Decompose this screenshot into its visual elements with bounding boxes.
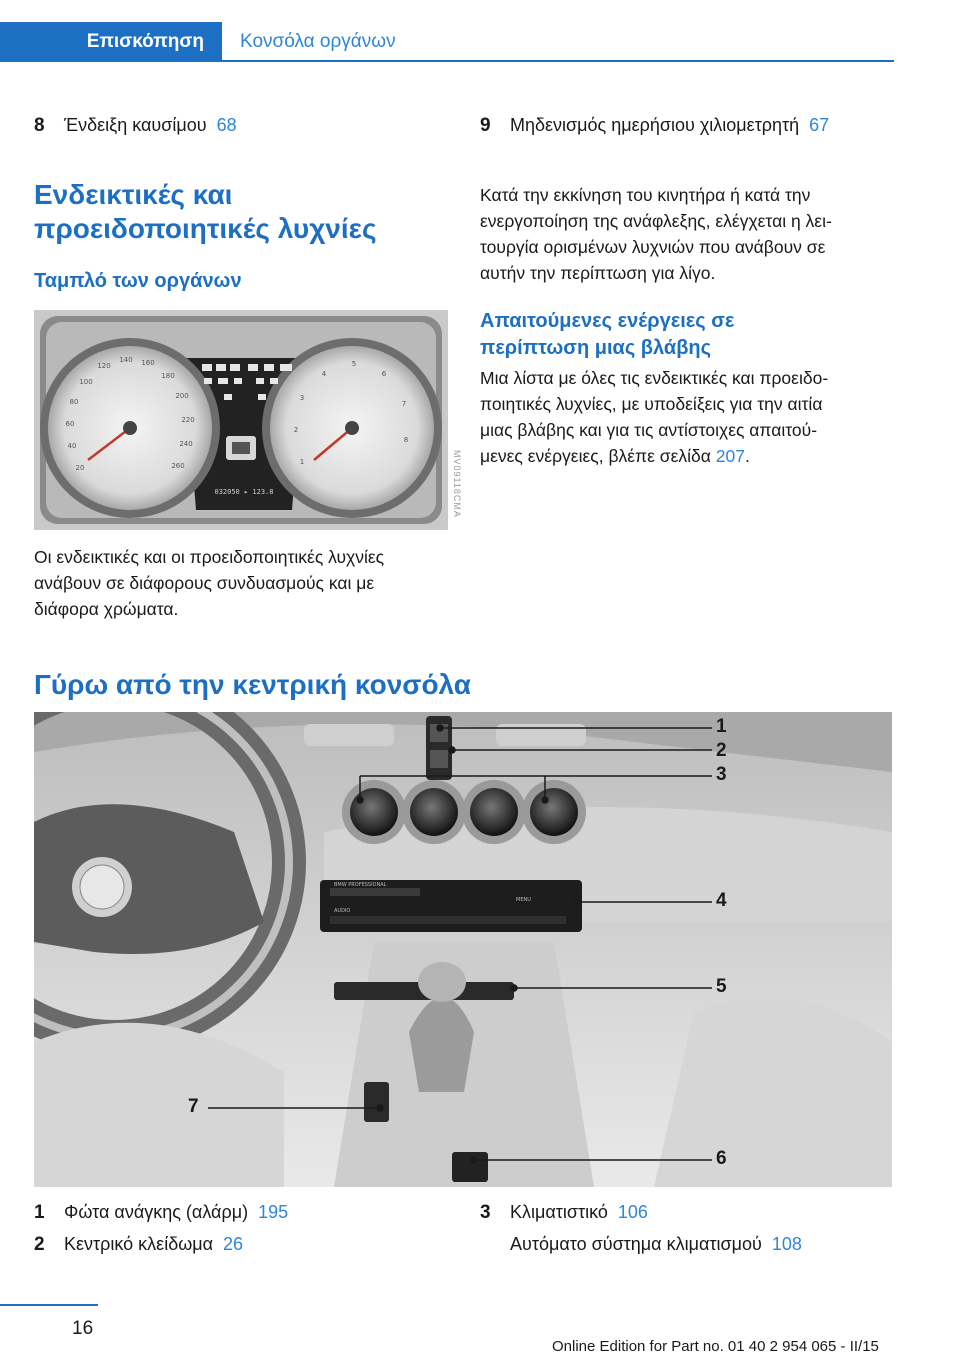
item-page-link[interactable]: 106 — [617, 1202, 648, 1222]
tab-overview[interactable]: Επισκόπηση — [0, 22, 222, 62]
title-line: προειδοποιητικές λυχνίες — [34, 213, 377, 244]
edition-footer: Online Edition for Part no. 01 40 2 954 065 - II/15 — [552, 1338, 879, 1355]
item-text: Κλιματιστικό — [510, 1202, 608, 1222]
section-title-center-console: Γύρω από την κεντρική κονσόλα — [34, 669, 471, 700]
speed-label: 140 — [119, 356, 133, 364]
page-link-207[interactable]: 207 — [715, 446, 745, 466]
rpm-label: 5 — [351, 360, 357, 368]
item-number: 2 — [34, 1234, 45, 1255]
list-item-central-locking — [34, 1234, 243, 1256]
ref-number: 9 — [480, 115, 491, 136]
page-number: 16 — [72, 1318, 94, 1339]
list-item-air-conditioning — [480, 1202, 648, 1224]
rpm-label: 3 — [299, 394, 305, 402]
ref-page-link[interactable]: 68 — [216, 115, 237, 135]
speed-label: 80 — [69, 398, 79, 406]
para-line: μιας βλάβης και για τις αντίστοιχες απαιτού‐ — [480, 420, 818, 440]
tab-instrument-console[interactable]: Κονσόλα οργάνων — [240, 31, 396, 52]
speed-label: 260 — [171, 462, 185, 470]
item-text: Φώτα ανάγκης (αλάρμ) — [64, 1202, 249, 1222]
rpm-label: 6 — [381, 370, 387, 378]
para-line: ενεργοποίηση της ανάφλεξης, ελέγχεται η λει‐ — [480, 211, 832, 231]
para-line: ποιητικές λυχνίες, με υποδείξεις για την αιτία — [480, 394, 823, 414]
speed-label: 20 — [75, 464, 85, 472]
speed-label: 240 — [179, 440, 193, 448]
speed-label: 180 — [161, 372, 175, 380]
speed-label: 100 — [79, 378, 93, 386]
para-line: μενες ενέργειες, βλέπε σελίδα — [480, 446, 711, 466]
speed-label: 200 — [175, 392, 189, 400]
rpm-label: 4 — [321, 370, 327, 378]
callout-1: 1 — [716, 716, 727, 737]
list-item-automatic-climate — [480, 1234, 802, 1255]
heading-line: περίπτωση μιας βλάβης — [480, 337, 712, 359]
rpm-label: 7 — [401, 400, 407, 408]
item-page-link[interactable]: 195 — [258, 1202, 289, 1222]
caption-line: ανάβουν σε διάφορους συνδυασμούς και με — [34, 573, 375, 593]
item-text: Κεντρικό κλείδωμα — [64, 1234, 214, 1254]
item-text: Αυτόματο σύστημα κλιματισμού — [510, 1234, 762, 1254]
ref-page-link[interactable]: 67 — [809, 115, 830, 135]
para-line: αυτήν την περίπτωση για λίγο. — [480, 263, 716, 283]
list-item-hazard-lights — [34, 1202, 288, 1224]
rpm-label: 2 — [293, 426, 299, 434]
caption-line: διάφορα χρώματα. — [34, 599, 179, 619]
radio-brand-text: BMW PROFESSIONAL — [334, 882, 387, 888]
ref-text: Ένδειξη καυσίμου — [64, 115, 207, 135]
rpm-label: 8 — [403, 436, 409, 444]
callout-2: 2 — [716, 740, 727, 761]
para-suffix: . — [744, 446, 750, 466]
speed-label: 220 — [181, 416, 195, 424]
figure-code: MV09118CMA — [452, 450, 462, 518]
callout-6: 6 — [716, 1148, 727, 1169]
ref-text: Μηδενισμός ημερήσιου χιλιομετρητή — [510, 115, 800, 135]
para-line: Μια λίστα με όλες τις ενδεικτικές και προειδο‐ — [480, 368, 829, 388]
radio-audio-text: AUDIO — [334, 908, 351, 914]
speed-label: 160 — [141, 359, 155, 367]
subtitle-instrument-panel: Ταμπλό των οργάνων — [34, 270, 242, 292]
item-number: 1 — [34, 1202, 45, 1223]
callout-7: 7 — [188, 1096, 199, 1117]
odometer-readout: 032050 ▸ 123.8 — [214, 488, 274, 496]
speed-label: 60 — [65, 420, 75, 428]
speed-label: 40 — [67, 442, 77, 450]
title-line: Ενδεικτικές και — [34, 179, 233, 210]
caption-line: Οι ενδεικτικές και οι προειδοποιητικές λυχνίες — [34, 547, 385, 567]
item-page-link[interactable]: 26 — [223, 1234, 244, 1254]
callout-4: 4 — [716, 890, 727, 911]
ref-number: 8 — [34, 115, 45, 136]
callout-3: 3 — [716, 764, 727, 785]
para-line: Κατά την εκκίνηση του κινητήρα ή κατά την — [480, 185, 811, 205]
speed-label: 120 — [97, 362, 111, 370]
item-number: 3 — [480, 1202, 491, 1223]
item-page-link[interactable]: 108 — [771, 1234, 802, 1254]
heading-line: Απαιτούμενες ενέργειες σε — [480, 310, 735, 332]
radio-menu-text: MENU — [516, 897, 531, 903]
para-line: τουργία ορισμένων λυχνιών που ανάβουν σε — [480, 237, 826, 257]
callout-5: 5 — [716, 976, 727, 997]
rpm-label: 1 — [299, 458, 305, 466]
footer-rule — [0, 1304, 98, 1306]
